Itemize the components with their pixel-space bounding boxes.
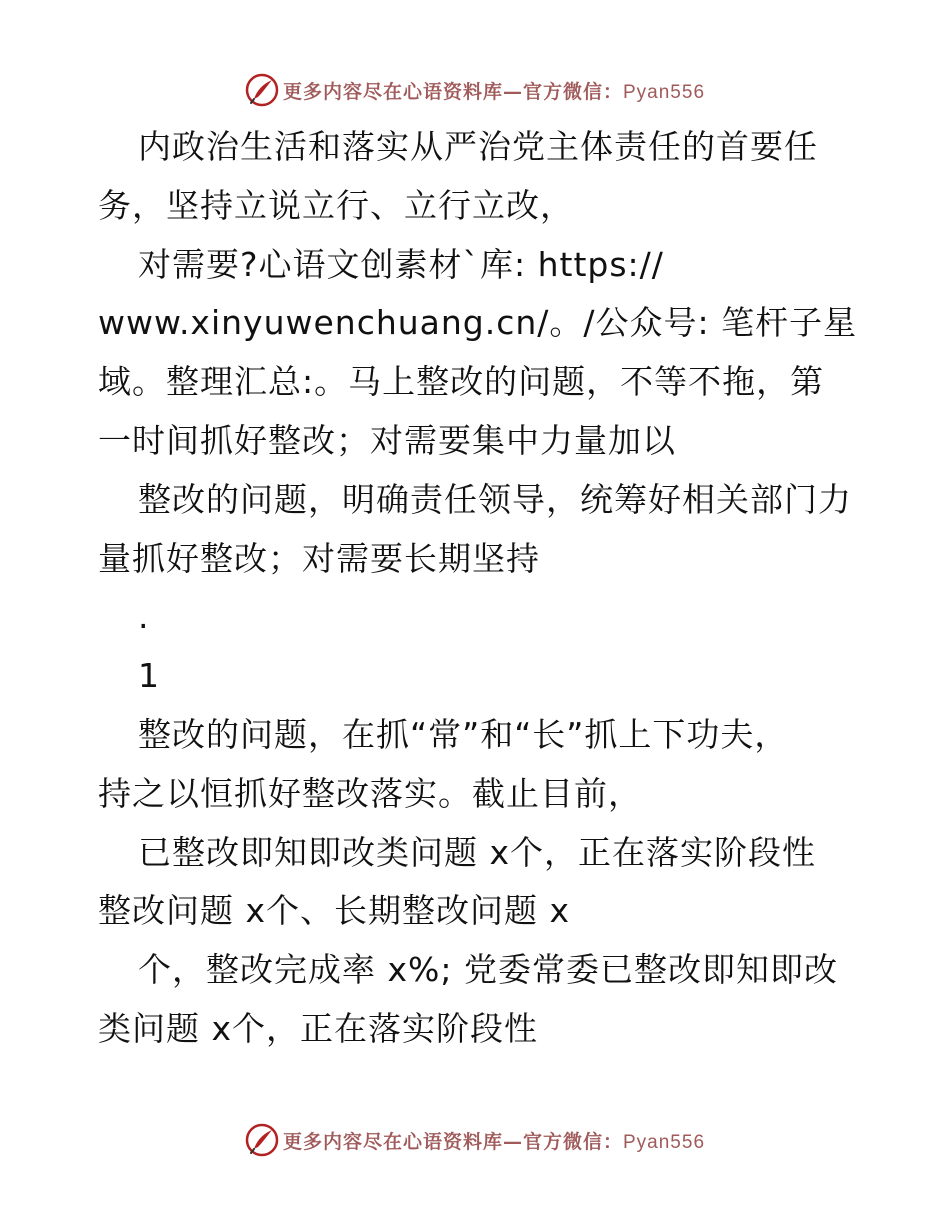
- text-line: 对需要?心语文创素材`库: https://: [138, 244, 664, 284]
- text-line: 整改问题 x个、长期整改问题 x: [98, 891, 571, 931]
- text-line: www.xinyuwenchuang.cn/。/公众号: 笔杆子星: [98, 303, 858, 343]
- text-line: 域。整理汇总:。马上整改的问题，不等不拖，第: [98, 362, 825, 402]
- text-line: 量抓好整改；对需要长期坚持: [98, 538, 540, 578]
- text-line: 务，坚持立说立行、立行立改，: [98, 185, 574, 225]
- text-line: 类问题 x个，正在落实阶段性: [98, 1008, 539, 1048]
- text-line: 内政治生活和落实从严治党主体责任的首要任: [138, 127, 818, 166]
- document-body: [98, 118, 858, 1059]
- text-line: 整改的问题，明确责任领导，统筹好相关部门力: [138, 479, 852, 519]
- header-banner-label: 更多内容尽在心语资料库—官方微信：: [282, 80, 623, 103]
- page-number: 1: [138, 656, 160, 696]
- footer-banner-label: 更多内容尽在心语资料库—官方微信：: [282, 1130, 623, 1153]
- text-line: 已整改即知即改类问题 x个，正在落实阶段性: [138, 832, 817, 872]
- footer-wechat-id: Pyan556: [623, 1131, 706, 1153]
- text-line: 个，整改完成率 x%; 党委常委已整改即知即改: [138, 950, 838, 990]
- text-line: 一时间抓好整改；对需要集中力量加以: [98, 420, 676, 460]
- text-line: 持之以恒抓好整改落实。截止目前，: [98, 773, 642, 813]
- text-line: 整改的问题，在抓“常”和“长”抓上下功夫，: [138, 714, 789, 754]
- footer-banner: [0, 1120, 950, 1160]
- header-banner: [0, 70, 950, 110]
- quill-logo-icon: [245, 73, 279, 107]
- text-line: .: [138, 597, 150, 637]
- quill-logo-icon: [245, 1123, 279, 1157]
- header-wechat-id: Pyan556: [623, 81, 706, 103]
